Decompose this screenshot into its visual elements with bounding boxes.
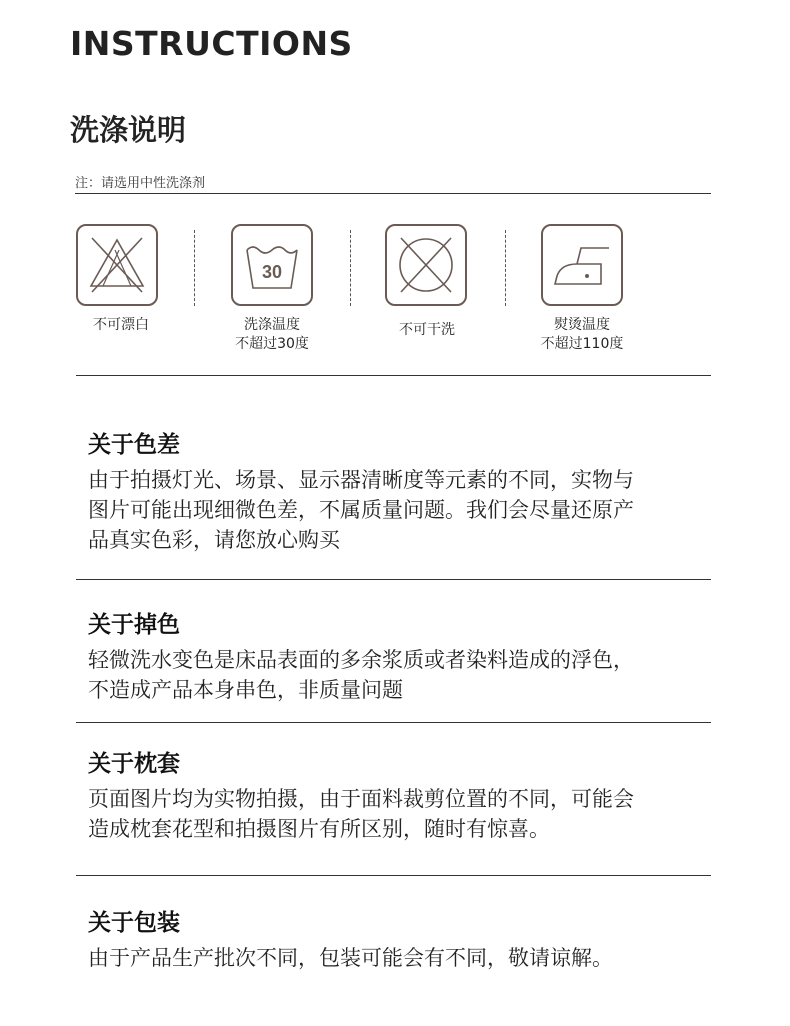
page-title-cn: 洗涤说明 [70, 113, 187, 147]
divider [76, 579, 711, 580]
section-title-fading: 关于掉色 [88, 612, 180, 638]
divider [75, 193, 711, 194]
divider [76, 875, 711, 876]
section-title-pillowcase: 关于枕套 [88, 751, 180, 777]
wash-temperature-badge: 30 [261, 262, 283, 282]
wash-30-icon [231, 224, 313, 306]
dashed-separator [350, 230, 351, 306]
icon-label: 洗涤温度 不超过30度 [235, 317, 309, 352]
section-title-color-difference: 关于色差 [88, 432, 180, 458]
section-body-fading: 轻微洗水变色是床品表面的多余浆质或者染料造成的浮色， 不造成产品本身串色，非质量问题 [88, 648, 634, 702]
icon-label: 熨烫温度 不超过110度 [540, 317, 624, 352]
section-body-packaging: 由于产品生产批次不同，包装可能会有不同，敬请谅解。 [88, 946, 613, 970]
page-title-en: INSTRUCTIONS [70, 24, 353, 63]
no-dry-clean-icon [385, 224, 467, 306]
no-bleach-icon [76, 224, 158, 306]
divider [76, 375, 711, 376]
icon-label: 不可干洗 [399, 322, 455, 338]
icon-label: 不可漂白 [93, 317, 149, 333]
detergent-note: 注：请选用中性洗涤剂 [75, 176, 206, 191]
dashed-separator [194, 230, 195, 306]
section-body-pillowcase: 页面图片均为实物拍摄，由于面料裁剪位置的不同，可能会 造成枕套花型和拍摄图片有所区别，随时有惊喜。 [88, 787, 634, 841]
dashed-separator [505, 230, 506, 306]
iron-low-icon [541, 224, 623, 306]
section-title-packaging: 关于包装 [88, 910, 180, 936]
section-body-color-difference: 由于拍摄灯光、场景、显示器清晰度等元素的不同，实物与 图片可能出现细微色差，不属质量问题。我们会尽量还原产 品真实色彩，请您放心购买 [88, 468, 634, 552]
divider [76, 722, 711, 723]
